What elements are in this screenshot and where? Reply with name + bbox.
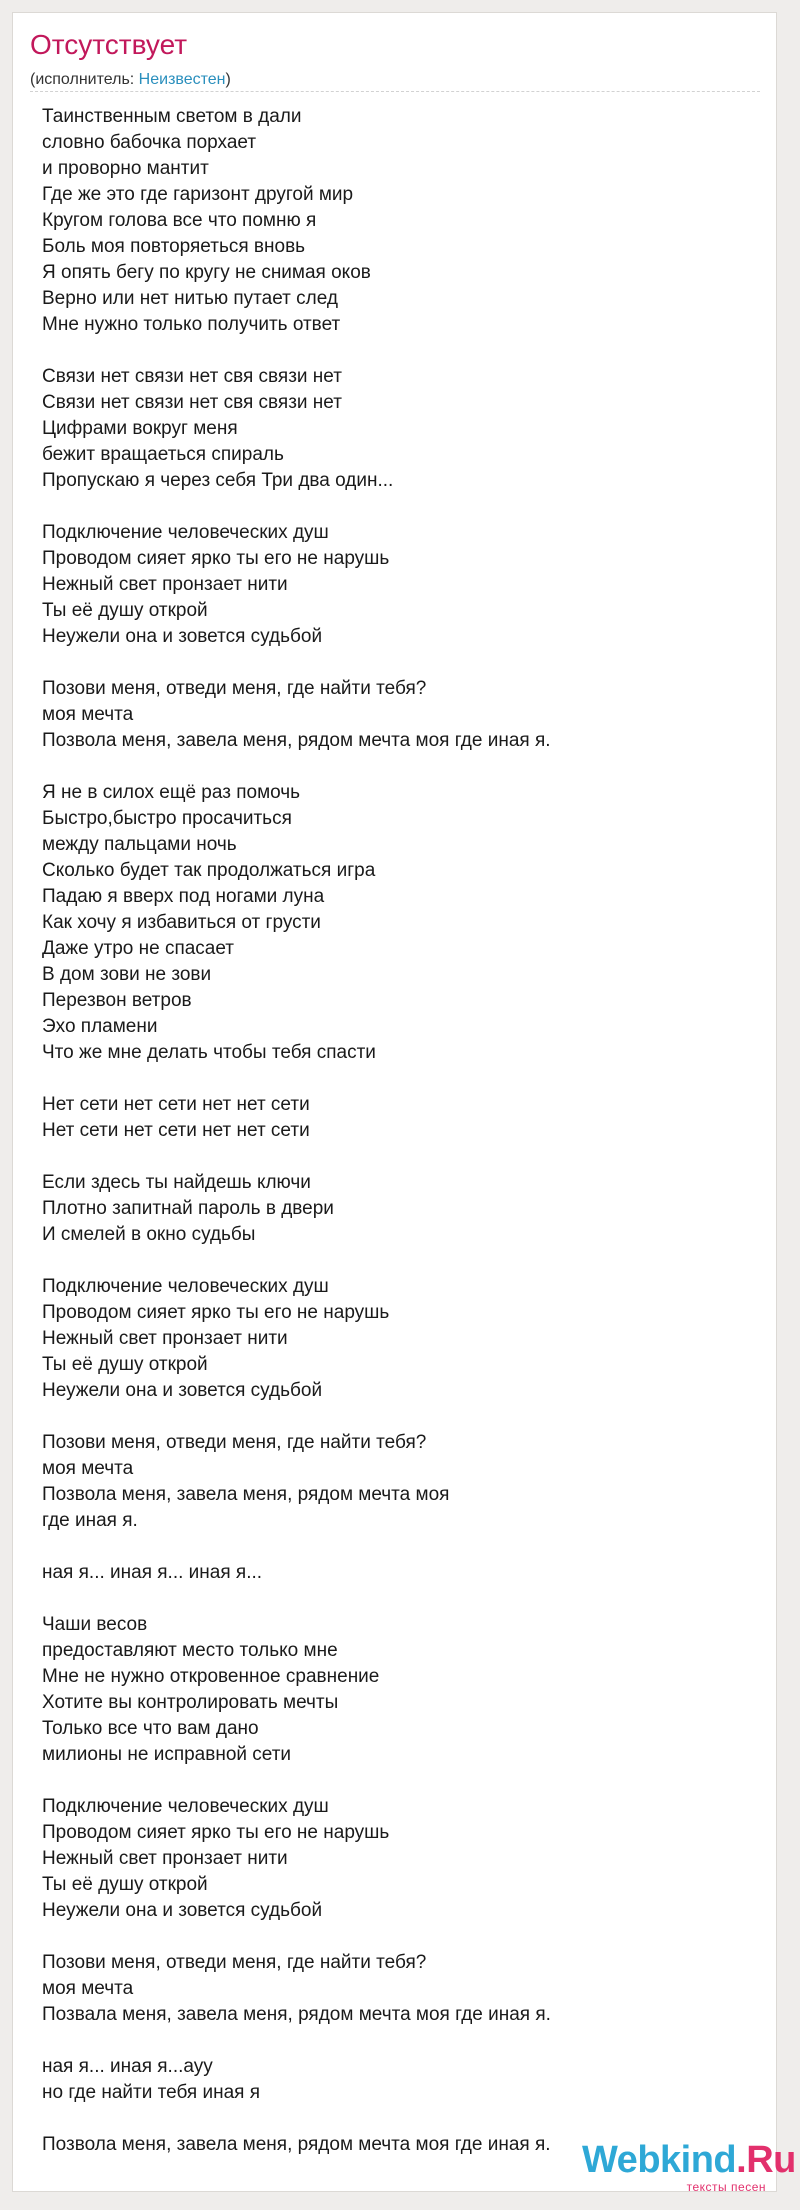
lyric-line: Мне не нужно откровенное сравнение bbox=[42, 1666, 380, 1687]
lyric-line: Позвола меня, завела меня, рядом мечта моя bbox=[42, 1484, 450, 1505]
lyric-line: словно бабочка порхает bbox=[42, 132, 257, 153]
lyric-line: Связи нет связи нет свя связи нет bbox=[42, 366, 342, 387]
lyric-line: Позови меня, отведи меня, где найти тебя? bbox=[42, 678, 427, 699]
webkind-logo[interactable] bbox=[582, 2139, 796, 2196]
lyric-line: моя мечта bbox=[42, 704, 134, 725]
lyric-line: Что же мне делать чтобы тебя спасти bbox=[42, 1042, 376, 1063]
lyric-line: Я опять бегу по кругу не снимая оков bbox=[42, 262, 371, 283]
lyric-line: Плотно запитнай пароль в двери bbox=[42, 1198, 334, 1219]
lyric-line: между пальцами ночь bbox=[42, 834, 237, 855]
lyric-line: Связи нет связи нет свя связи нет bbox=[42, 392, 342, 413]
lyric-line: предоставляют место только мне bbox=[42, 1640, 338, 1661]
lyric-line: Верно или нет нитью путает след bbox=[42, 288, 338, 309]
lyric-line: Если здесь ты найдешь ключи bbox=[42, 1172, 311, 1193]
lyrics-stanza bbox=[42, 1170, 742, 1248]
lyrics-stanza bbox=[42, 2054, 742, 2106]
lyric-line: Позвола меня, завела меня, рядом мечта моя где иная я. bbox=[42, 730, 551, 751]
lyric-line: Подключение человеческих душ bbox=[42, 1796, 329, 1817]
lyrics-stanza bbox=[42, 1092, 742, 1144]
lyric-line: Хотите вы контролировать мечты bbox=[42, 1692, 339, 1713]
song-title: Отсутствует bbox=[30, 29, 188, 60]
logo-tagline: тексты песен bbox=[686, 2180, 766, 2194]
lyric-line: Мне нужно только получить ответ bbox=[42, 314, 341, 335]
lyrics-stanza bbox=[42, 1794, 742, 1924]
artist-prefix: (исполнитель: bbox=[30, 71, 139, 88]
artist-line bbox=[30, 70, 231, 90]
lyric-line: Ты её душу открой bbox=[42, 600, 208, 621]
lyric-line: Цифрами вокруг меня bbox=[42, 418, 238, 439]
logo-wordmark bbox=[582, 2139, 796, 2181]
lyric-line: моя мечта bbox=[42, 1978, 134, 1999]
lyric-line: Где же это где гаризонт другой мир bbox=[42, 184, 354, 205]
lyric-line: Позвола меня, завела меня, рядом мечта моя где иная я. bbox=[42, 2134, 551, 2155]
lyric-line: Эхо пламени bbox=[42, 1016, 158, 1037]
artist-link[interactable]: Неизвестен bbox=[138, 71, 226, 88]
lyric-line: Проводом сияет ярко ты его не нарушь bbox=[42, 548, 390, 569]
lyric-line: Нежный свет пронзает нити bbox=[42, 574, 288, 595]
lyrics-stanza bbox=[42, 364, 742, 494]
lyric-line: Проводом сияет ярко ты его не нарушь bbox=[42, 1822, 390, 1843]
lyric-line: Быстро,быстро просачиться bbox=[42, 808, 292, 829]
lyric-line: Даже утро не спасает bbox=[42, 938, 235, 959]
lyrics-body bbox=[42, 104, 742, 2184]
lyric-line: Подключение человеческих душ bbox=[42, 522, 329, 543]
lyrics-stanza bbox=[42, 1274, 742, 1404]
lyric-line: милионы не исправной сети bbox=[42, 1744, 292, 1765]
lyric-line: Боль моя повторяеться вновь bbox=[42, 236, 306, 257]
lyric-line: Сколько будет так продолжаться игра bbox=[42, 860, 376, 881]
lyrics-stanza bbox=[42, 1430, 742, 1534]
lyric-line: Позови меня, отведи меня, где найти тебя? bbox=[42, 1432, 427, 1453]
lyric-line: И смелей в окно судьбы bbox=[42, 1224, 256, 1245]
lyric-line: Нет сети нет сети нет нет сети bbox=[42, 1120, 310, 1141]
lyric-line: Позвала меня, завела меня, рядом мечта моя где иная я. bbox=[42, 2004, 551, 2025]
lyric-line: но где найти тебя иная я bbox=[42, 2082, 261, 2103]
lyric-line: Проводом сияет ярко ты его не нарушь bbox=[42, 1302, 390, 1323]
logo-part-web: Web bbox=[582, 2139, 661, 2181]
lyric-line: Только все что вам дано bbox=[42, 1718, 259, 1739]
lyric-line: бежит вращаеться спираль bbox=[42, 444, 284, 465]
logo-tld: Ru bbox=[746, 2139, 796, 2181]
lyric-line: Как хочу я избавиться от грусти bbox=[42, 912, 321, 933]
lyrics-stanza bbox=[42, 780, 742, 1066]
lyric-line: Таинственным светом в дали bbox=[42, 106, 302, 127]
lyric-line: Перезвон ветров bbox=[42, 990, 192, 1011]
lyric-line: Нежный свет пронзает нити bbox=[42, 1328, 288, 1349]
lyric-line: Позови меня, отведи меня, где найти тебя? bbox=[42, 1952, 427, 1973]
artist-suffix: ) bbox=[225, 71, 231, 88]
lyrics-stanza bbox=[42, 104, 742, 338]
lyric-line: где иная я. bbox=[42, 1510, 138, 1531]
lyric-line: ная я... иная я...ауу bbox=[42, 2056, 213, 2077]
lyric-line: Чаши весов bbox=[42, 1614, 148, 1635]
lyric-line: Ты её душу открой bbox=[42, 1874, 208, 1895]
lyrics-stanza bbox=[42, 1560, 742, 1586]
lyric-line: Неужели она и зовется судьбой bbox=[42, 1900, 323, 1921]
lyrics-stanza bbox=[42, 676, 742, 754]
lyric-line: ная я... иная я... иная я... bbox=[42, 1562, 263, 1583]
lyric-line: Подключение человеческих душ bbox=[42, 1276, 329, 1297]
lyric-line: моя мечта bbox=[42, 1458, 134, 1479]
lyric-line: Падаю я вверх под ногами луна bbox=[42, 886, 325, 907]
logo-dot: . bbox=[736, 2139, 747, 2181]
lyric-line: Пропускаю я через себя Три два один... bbox=[42, 470, 394, 491]
lyric-line: Я не в силох ещё раз помочь bbox=[42, 782, 301, 803]
lyric-line: Нет сети нет сети нет нет сети bbox=[42, 1094, 310, 1115]
lyrics-stanza bbox=[42, 1950, 742, 2028]
lyric-line: и проворно мантит bbox=[42, 158, 209, 179]
header-divider bbox=[30, 91, 760, 92]
lyrics-stanza bbox=[42, 1612, 742, 1768]
lyric-line: Нежный свет пронзает нити bbox=[42, 1848, 288, 1869]
lyric-line: В дом зови не зови bbox=[42, 964, 212, 985]
lyrics-stanza bbox=[42, 520, 742, 650]
lyric-line: Кругом голова все что помню я bbox=[42, 210, 317, 231]
lyric-line: Неужели она и зовется судьбой bbox=[42, 626, 323, 647]
logo-part-kind: kind bbox=[660, 2139, 737, 2181]
lyric-line: Неужели она и зовется судьбой bbox=[42, 1380, 323, 1401]
lyric-line: Ты её душу открой bbox=[42, 1354, 208, 1375]
